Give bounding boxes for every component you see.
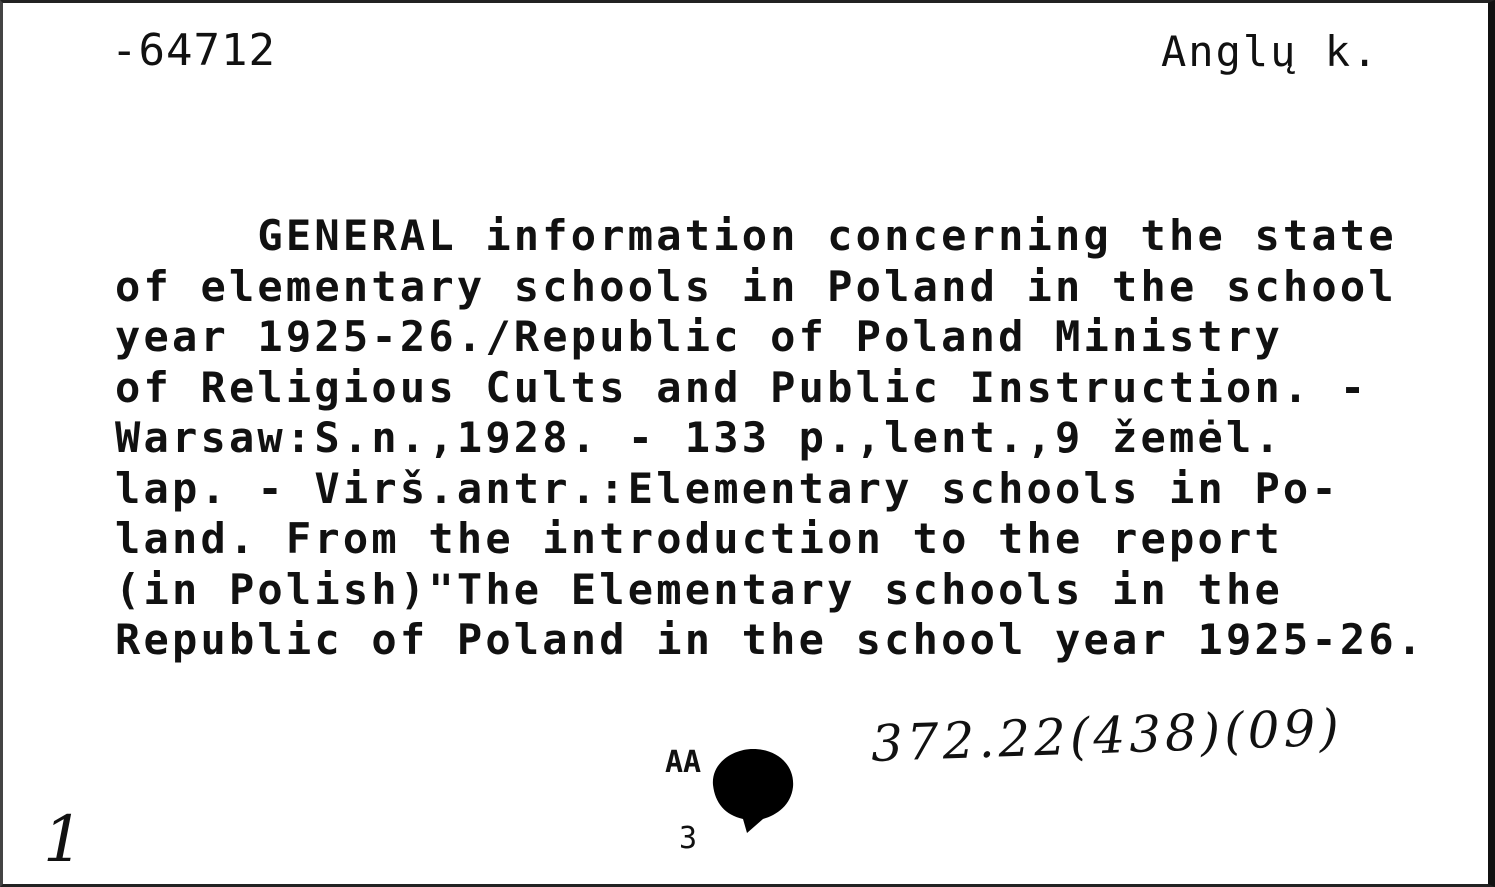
entry-line: GENERAL information concerning the state <box>115 211 1397 260</box>
entry-line: lap. - Virš.antr.:Elementary schools in Po- <box>115 463 1340 513</box>
classification-number: 372.22(438)(09) <box>869 698 1344 773</box>
accession-number: -64712 <box>111 25 276 76</box>
entry-line: Republic of Poland in the school year 1925-26. <box>115 615 1426 664</box>
bibliographic-entry <box>115 211 1485 666</box>
entry-line: (in Polish)"The Elementary schools in the <box>115 564 1283 614</box>
corner-mark: 1 <box>43 803 84 877</box>
copy-number: 3 <box>679 821 698 856</box>
entry-line: Warsaw:S.n.,1928. - 133 p.,lent.,9 žemėl. <box>115 413 1283 462</box>
aa-stamp: AA <box>665 745 702 780</box>
language-note: Anglų k. <box>1161 27 1380 76</box>
entry-line: of Religious Cults and Public Instruction. - <box>115 362 1369 412</box>
entry-line: of elementary schools in Poland in the school <box>115 261 1397 311</box>
entry-line: land. From the introduction to the report <box>115 514 1283 563</box>
ink-blot-icon <box>703 745 799 835</box>
entry-line: year 1925-26./Republic of Poland Ministry <box>115 312 1283 361</box>
